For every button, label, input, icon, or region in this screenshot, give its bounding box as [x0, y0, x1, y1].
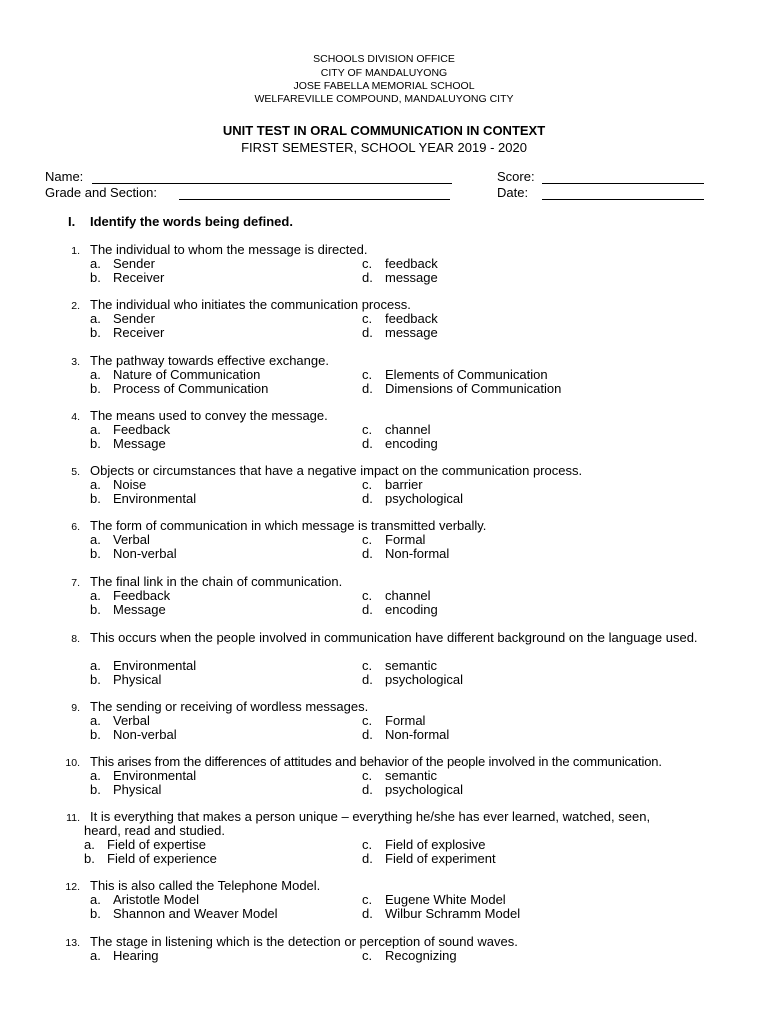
section-number: I.	[68, 214, 76, 229]
question-text: The sending or receiving of wordless messages.	[90, 699, 369, 714]
grade-section-label: Grade and Section:	[45, 185, 158, 200]
option-b[interactable]: b. Message	[90, 436, 166, 451]
option-b[interactable]: b. Non-verbal	[90, 546, 177, 561]
grade-section-field-line[interactable]	[179, 199, 450, 200]
header-line-1: SCHOOLS DIVISION OFFICE	[313, 53, 455, 65]
question-number: 10.	[65, 757, 80, 769]
option-b[interactable]: b. Environmental	[90, 491, 197, 506]
question-text: The final link in the chain of communication.	[90, 574, 343, 589]
question-number: 12.	[65, 881, 80, 893]
option-a[interactable]: a. Aristotle Model	[90, 892, 199, 907]
option-c[interactable]: c. Formal	[362, 713, 426, 728]
option-b[interactable]: b. Physical	[90, 782, 162, 797]
question-text: This arises from the differences of attitudes and behavior of the people involved in the communication.	[90, 754, 662, 769]
question-number: 9.	[71, 702, 80, 714]
option-a[interactable]: a. Hearing	[90, 948, 159, 963]
question-text: The form of communication in which message is transmitted verbally.	[90, 518, 487, 533]
section-heading	[68, 214, 293, 229]
option-c[interactable]: c. feedback	[362, 256, 438, 271]
option-d[interactable]: d. message	[362, 270, 438, 285]
option-b[interactable]: b. Non-verbal	[90, 727, 177, 742]
option-c[interactable]: c. semantic	[362, 658, 438, 673]
question-number: 1.	[71, 245, 80, 257]
option-a[interactable]: a. Noise	[90, 477, 147, 492]
option-d[interactable]: d. Field of experiment	[362, 851, 496, 866]
header-line-2: CITY OF MANDALUYONG	[320, 67, 448, 79]
document-title: UNIT TEST IN ORAL COMMUNICATION IN CONTEXT	[222, 123, 546, 138]
option-c[interactable]: c. Eugene White Model	[362, 892, 506, 907]
option-b[interactable]: b. Process of Communication	[90, 381, 269, 396]
question-text: The pathway towards effective exchange.	[90, 353, 329, 368]
option-c[interactable]: c. channel	[362, 588, 431, 603]
option-d[interactable]: d. Non-formal	[362, 546, 450, 561]
option-c[interactable]: c. Elements of Communication	[362, 367, 548, 382]
option-d[interactable]: d. encoding	[362, 436, 438, 451]
option-c[interactable]: c. Formal	[362, 532, 426, 547]
question-number: 8.	[71, 633, 80, 645]
question-text: This is also called the Telephone Model.	[90, 878, 321, 893]
question-number: 3.	[71, 356, 80, 368]
question-number: 2.	[71, 300, 80, 312]
question-number: 7.	[71, 577, 80, 589]
option-a[interactable]: a. Environmental	[90, 768, 197, 783]
question-text: The individual who initiates the communication process.	[90, 297, 411, 312]
option-a[interactable]: a. Field of expertise	[84, 837, 206, 852]
question-number: 4.	[71, 411, 80, 423]
question-number: 6.	[71, 521, 80, 533]
name-label: Name:	[45, 169, 84, 184]
option-d[interactable]: d. psychological	[362, 672, 464, 687]
option-d[interactable]: d. Wilbur Schramm Model	[362, 906, 521, 921]
name-field-line[interactable]	[92, 183, 452, 184]
option-d[interactable]: d. psychological	[362, 782, 464, 797]
option-b[interactable]: b. Receiver	[90, 270, 165, 285]
date-field-line[interactable]	[542, 199, 704, 200]
question-text: It is everything that makes a person unique – everything he/she has ever learned, watched, seen, heard, read and studied.	[84, 809, 651, 838]
option-d[interactable]: d. Dimensions of Communication	[362, 381, 562, 396]
option-c[interactable]: c. feedback	[362, 311, 438, 326]
header-line-4: WELFAREVILLE COMPOUND, MANDALUYONG CITY	[254, 93, 514, 105]
question-text: Objects or circumstances that have a negative impact on the communication process.	[90, 463, 583, 478]
option-d[interactable]: d. message	[362, 325, 438, 340]
question-text: This occurs when the people involved in communication have different background on the language used.	[90, 630, 698, 645]
option-a[interactable]: a. Feedback	[90, 588, 171, 603]
option-d[interactable]: d. encoding	[362, 602, 438, 617]
question-text: The means used to convey the message.	[90, 408, 328, 423]
score-label: Score:	[497, 169, 535, 184]
option-b[interactable]: b. Field of experience	[84, 851, 217, 866]
question-number: 11.	[66, 812, 80, 824]
question-number: 13.	[65, 937, 80, 949]
option-a[interactable]: a. Sender	[90, 256, 155, 271]
option-d[interactable]: d. psychological	[362, 491, 464, 506]
option-a[interactable]: a. Sender	[90, 311, 155, 326]
option-b[interactable]: b. Receiver	[90, 325, 165, 340]
document-subtitle: FIRST SEMESTER, SCHOOL YEAR 2019 - 2020	[241, 140, 527, 155]
section-instruction: Identify the words being defined.	[90, 214, 293, 229]
option-c[interactable]: c. semantic	[362, 768, 438, 783]
option-b[interactable]: b. Physical	[90, 672, 162, 687]
date-label: Date:	[497, 185, 529, 200]
option-c[interactable]: c. barrier	[362, 477, 423, 492]
question-text: The individual to whom the message is directed.	[90, 242, 368, 257]
header-line-3: JOSE FABELLA MEMORIAL SCHOOL	[293, 80, 475, 92]
option-c[interactable]: c. Field of explosive	[362, 837, 486, 852]
option-b[interactable]: b. Shannon and Weaver Model	[90, 906, 278, 921]
option-a[interactable]: a. Verbal	[90, 713, 150, 728]
option-a[interactable]: a. Environmental	[90, 658, 197, 673]
question-number: 5.	[71, 466, 80, 478]
option-c[interactable]: c. channel	[362, 422, 431, 437]
option-b[interactable]: b. Message	[90, 602, 166, 617]
question-text: The stage in listening which is the detection or perception of sound waves.	[90, 934, 518, 949]
option-c[interactable]: c. Recognizing	[362, 948, 457, 963]
option-d[interactable]: d. Non-formal	[362, 727, 450, 742]
option-a[interactable]: a. Nature of Communication	[90, 367, 261, 382]
score-field-line[interactable]	[542, 183, 704, 184]
option-a[interactable]: a. Feedback	[90, 422, 171, 437]
option-a[interactable]: a. Verbal	[90, 532, 150, 547]
